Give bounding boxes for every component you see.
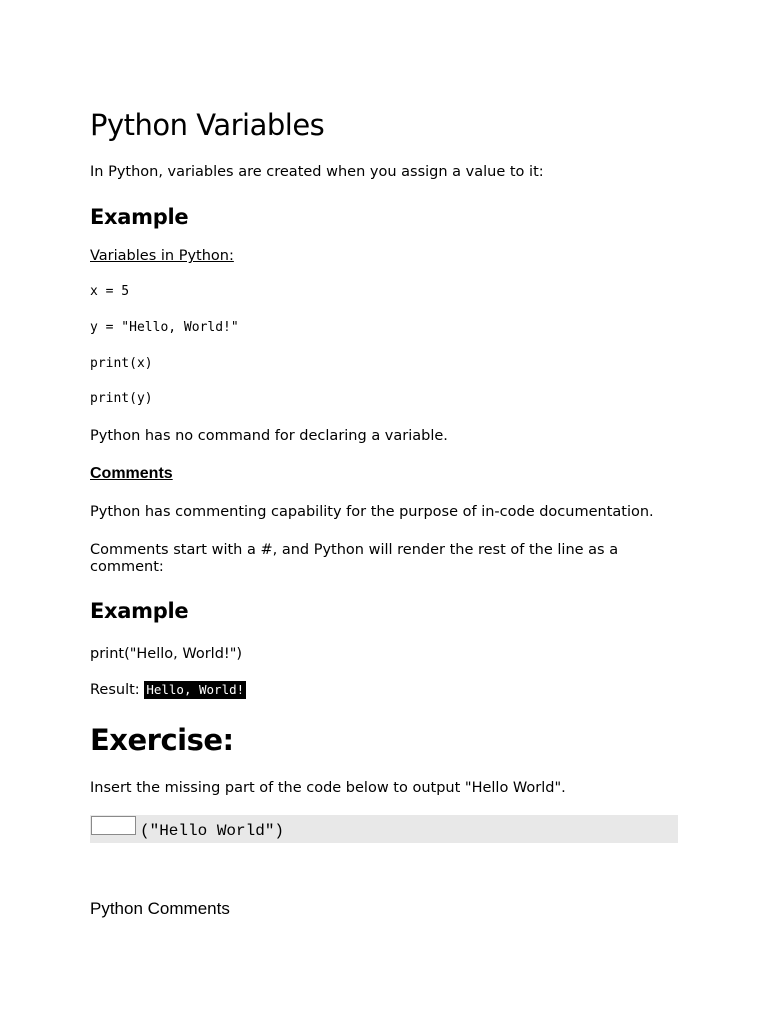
code-line-1: x = 5 [90, 284, 130, 299]
exercise-code-suffix: ("Hello World") [140, 822, 285, 840]
example-2-code: print("Hello, World!") [90, 646, 243, 662]
comments-heading: Comments [90, 465, 173, 482]
result-value: Hello, World! [146, 682, 245, 697]
comments-para-2-line-2: comment: [90, 559, 164, 575]
exercise-answer-input[interactable] [91, 816, 136, 835]
comments-para-2-line-1: Comments start with a #, and Python will render the rest of the line as a [90, 542, 619, 558]
exercise-heading: Exercise: [90, 723, 234, 757]
result-line [90, 681, 246, 699]
comments-para-1: Python has commenting capability for the purpose of in-code documentation. [90, 504, 654, 520]
page-title: Python Variables [90, 108, 325, 142]
result-label: Result: [90, 682, 140, 698]
code-line-2: y = "Hello, World!" [90, 320, 239, 335]
example-heading-2: Example [90, 599, 189, 623]
intro-text: In Python, variables are created when you assign a value to it: [90, 164, 544, 180]
code-line-3: print(x) [90, 356, 153, 371]
code-line-4: print(y) [90, 391, 153, 406]
exercise-instruction: Insert the missing part of the code below to output "Hello World". [90, 780, 566, 796]
no-declare-text: Python has no command for declaring a variable. [90, 428, 448, 444]
example-subheading: Variables in Python: [90, 248, 234, 264]
example-heading-1: Example [90, 205, 189, 229]
next-section-heading: Python Comments [90, 899, 230, 918]
